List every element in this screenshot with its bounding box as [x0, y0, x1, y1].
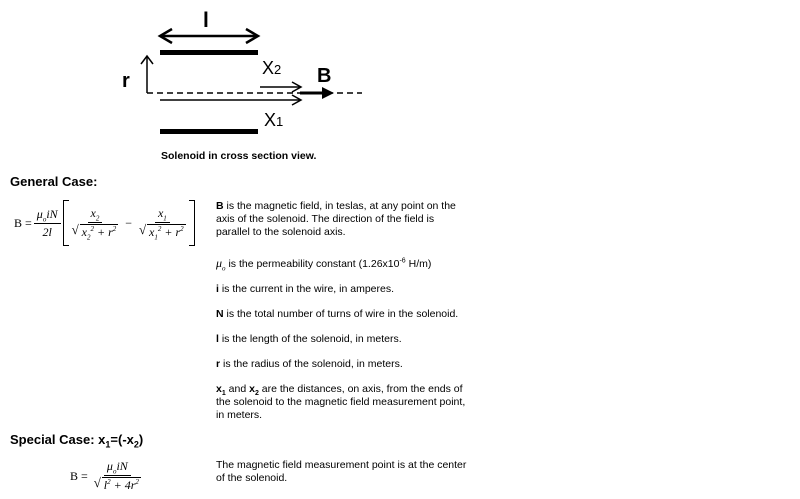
desc-x: $x_1$ and $x_2$ are the distances, on axis, from the ends of the solenoid to the magnetic field measurement point, in meters.	[216, 383, 466, 421]
desc-mu: $\mu_o$ is the permeability constant ($1.26x10^{-6}$ H/m)	[216, 256, 432, 273]
solenoid-top-wall	[160, 50, 258, 55]
mu-symbol: $\mu_o$	[216, 256, 226, 273]
desc-r: r is the radius of the solenoid, in meters.	[216, 358, 403, 370]
eq-x2-term: $x_2$ √ $x_2^2 + r^2$	[69, 206, 122, 240]
desc-special: The magnetic field measurement point is at the center of the solenoid.	[216, 459, 467, 484]
diagram-caption: Solenoid in cross section view.	[161, 150, 317, 162]
general-case-heading: General Case:	[10, 174, 98, 189]
eq-right-bracket	[189, 200, 195, 246]
solenoid-bottom-wall	[160, 129, 258, 134]
eq-x1-term: $x_1$ √ $x_1^2 + r^2$	[136, 206, 189, 240]
label-x2: X2	[262, 58, 282, 78]
desc-i: i is the current in the wire, in amperes.	[216, 283, 394, 295]
label-l: l	[203, 9, 209, 32]
special-case-heading: Special Case: $x_1=(-x_2)$	[10, 432, 144, 450]
special-equation	[70, 459, 144, 493]
special-eq-fraction: $\mu_oiN$ √ $l^2 + 4r^2$	[91, 459, 144, 493]
eq-coefficient: $\frac{\mu_oiN}{2l}$	[34, 207, 61, 240]
general-equation	[14, 200, 195, 246]
eq-minus: −	[125, 215, 133, 230]
eq-lhs: B =	[14, 215, 32, 230]
label-b: B	[317, 65, 332, 87]
b-field-arrow-head	[322, 87, 334, 99]
desc-b: B is the magnetic field, in teslas, at any point on the axis of the solenoid. The direction of the field is parallel to the solenoid axis.	[216, 200, 456, 238]
solenoid-diagram	[0, 0, 800, 165]
desc-l: l is the length of the solenoid, in meters.	[216, 333, 402, 345]
label-x1: X1	[264, 110, 284, 130]
label-r: r	[122, 70, 130, 92]
special-eq-lhs: B =	[70, 468, 88, 483]
desc-n: N is the total number of turns of wire in the solenoid.	[216, 308, 459, 320]
